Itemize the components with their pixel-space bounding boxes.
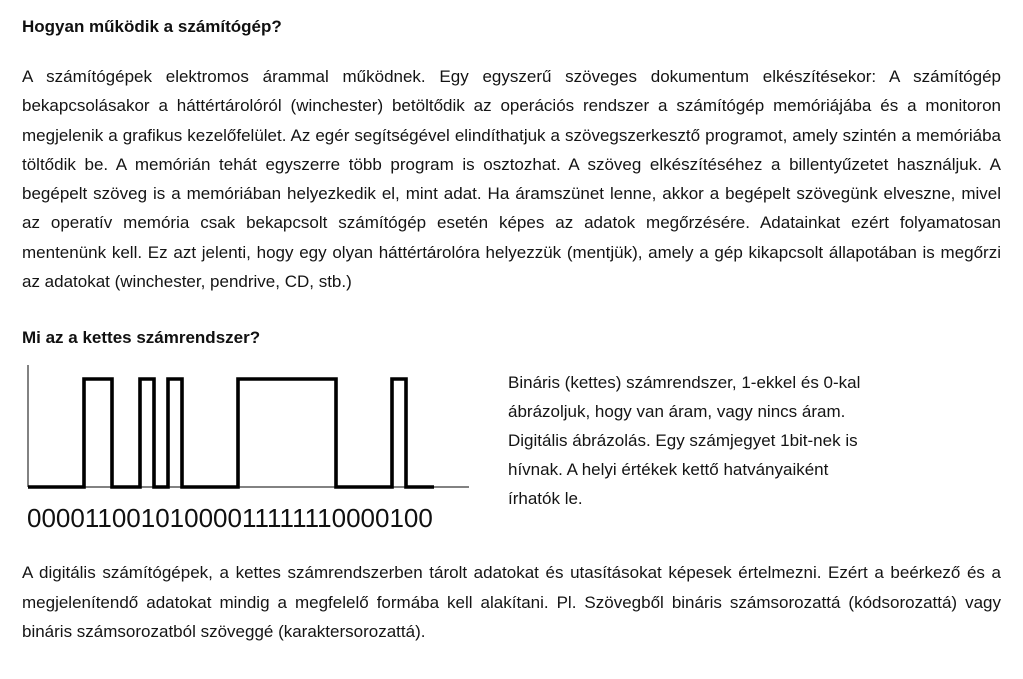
heading-binary-system: Mi az a kettes számrendszer?: [22, 328, 261, 348]
heading-how-computer-works: Hogyan működik a számítógép?: [22, 17, 282, 36]
paragraph-digital-computers: A digitális számítógépek, a kettes számrendszerben tárolt adatokat és utasításokat képesek értelmezni. Ezért a beérkező és a megjelenítendő adatokat mindig a megfelelő formába kell alakítani. Pl. Szövegből bináris számsorozattá (kódsorozattá) vagy bináris számsorozatból szöveggé (karaktersorozattá).: [22, 563, 1001, 641]
binary-figure-row: [22, 361, 1001, 534]
binary-description-line: Bináris (kettes) számrendszer, 1-ekkel és 0-kal: [508, 373, 861, 393]
binary-number-label: 00001100101000011111110000100: [27, 503, 433, 534]
binary-description-line: írhatók le.: [508, 489, 583, 509]
digital-waveform-diagram: [22, 361, 492, 492]
paragraph-computer-operation: A számítógépek elektromos árammal működnek. Egy egyszerű szöveges dokumentum elkészítésekor: A számítógép bekapcsolásakor a háttértárolóról (winchester) betöltődik az operációs rendszer a számítógép memóriájába és a monitoron megjelenik a grafikus kezelőfelület. Az egér segítségével elindíthatjuk a szövegszerkesztő programot, amely szintén a memóriába töltődik be. A memórián tehát egyszerre több program is osztozhat. A szöveg elkészítéséhez a billentyűzetet használjuk. A begépelt szöveg is a memóriában helyezkedik el, mint adat. Ha áramszünet lenne, akkor a begépelt szövegünk elveszne, mivel az operatív memória csak bekapcsolt számítógép esetén képes az adatok megőrzésére. Adatainkat ezért folyamatosan mentenünk kell. Ez azt jelenti, hogy egy olyan háttértárolóra helyezzük (mentjük), amely a gép kikapcsolt állapotában is megőrzi az adatokat (winchester, pendrive, CD, stb.): [22, 67, 1001, 292]
binary-description-line: ábrázoljuk, hogy van áram, vagy nincs áram.: [508, 402, 846, 422]
binary-figure: [22, 361, 498, 534]
binary-description-line: hívnak. A helyi értékek kettő hatványaiként: [508, 460, 829, 480]
binary-description: [508, 361, 1001, 513]
binary-description-line: Digitális ábrázolás. Egy számjegyet 1bit-nek is: [508, 431, 858, 451]
